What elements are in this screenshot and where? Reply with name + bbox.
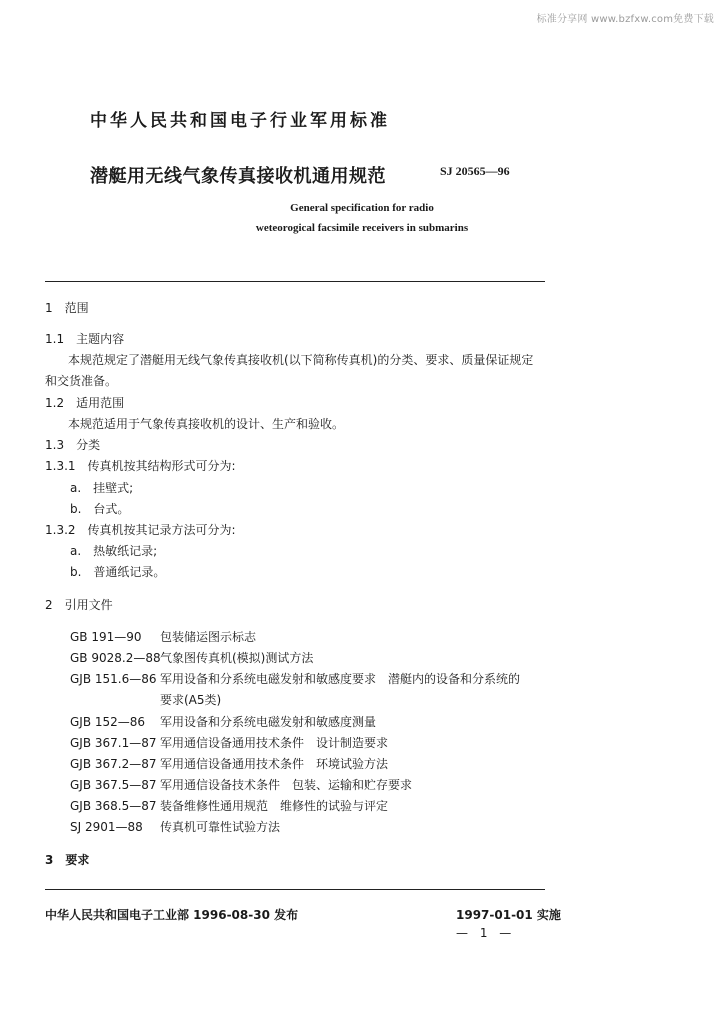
reference-title: 要求(A5类) [160, 693, 222, 707]
reference-title: 包装储运图示标志 [160, 630, 257, 644]
page-number: — 1 — [456, 926, 516, 940]
reference-code: GJB 151.6—86 [70, 672, 157, 686]
section-1-2-heading: 1.2 适用范围 [45, 396, 125, 410]
reference-title: 军用设备和分系统电磁发射和敏感度要求 潜艇内的设备和分系统的 [160, 672, 521, 686]
footer-divider [45, 889, 545, 890]
issue-date: 中华人民共和国电子工业部 1996-08-30 发布 [45, 908, 299, 922]
document-title-en-line2: weteorogical facsimile receivers in submarins [255, 222, 469, 234]
reference-code: GJB 367.2—87 [70, 757, 157, 771]
section-1-1-paragraph-line2: 和交货准备。 [45, 374, 118, 388]
reference-code: SJ 2901—88 [70, 820, 143, 834]
reference-title: 装备维修性通用规范 维修性的试验与评定 [160, 799, 389, 813]
reference-code: GJB 367.1—87 [70, 736, 157, 750]
section-3-heading: 3 要求 [45, 853, 90, 867]
document-title-cn: 潜艇用无线气象传真接收机通用规范 [90, 166, 386, 187]
section-1-1-paragraph-line1: 本规范规定了潜艇用无线气象传真接收机(以下简称传真机)的分类、要求、质量保证规定 [68, 353, 534, 367]
document-title-en-line1: General specification for radio [290, 202, 434, 214]
section-1-1-heading: 1.1 主题内容 [45, 332, 125, 346]
standard-class-heading: 中华人民共和国电子行业军用标准 [90, 111, 390, 131]
reference-title: 气象图传真机(模拟)测试方法 [160, 651, 314, 665]
reference-title: 军用通信设备通用技术条件 环境试验方法 [160, 757, 389, 771]
section-2-heading: 2 引用文件 [45, 598, 113, 612]
section-1-3-heading: 1.3 分类 [45, 438, 101, 452]
document-code: SJ 20565—96 [440, 164, 510, 178]
section-1-heading: 1 范围 [45, 301, 89, 315]
reference-title: 军用通信设备技术条件 包装、运输和贮存要求 [160, 778, 413, 792]
section-1-3-1-item-a: a. 挂壁式; [70, 481, 134, 495]
reference-code: GB 9028.2—88 [70, 651, 161, 665]
reference-code: GJB 152—86 [70, 715, 146, 729]
section-1-3-2-item-b: b. 普通纸记录。 [70, 565, 166, 579]
header-divider [45, 281, 545, 282]
reference-code: GB 191—90 [70, 630, 142, 644]
section-1-3-2-heading: 1.3.2 传真机按其记录方法可分为: [45, 523, 236, 537]
section-1-2-paragraph: 本规范适用于气象传真接收机的设计、生产和验收。 [68, 417, 345, 431]
section-1-3-1-heading: 1.3.1 传真机按其结构形式可分为: [45, 459, 236, 473]
effective-date: 1997-01-01 实施 [456, 908, 561, 922]
reference-title: 军用设备和分系统电磁发射和敏感度测量 [160, 715, 377, 729]
reference-code: GJB 368.5—87 [70, 799, 157, 813]
watermark-text: 标准分享网 www.bzfxw.com免费下载 [536, 14, 714, 25]
section-1-3-1-item-b: b. 台式。 [70, 502, 130, 516]
reference-code: GJB 367.5—87 [70, 778, 157, 792]
section-1-3-2-item-a: a. 热敏纸记录; [70, 544, 158, 558]
reference-title: 传真机可靠性试验方法 [160, 820, 281, 834]
reference-title: 军用通信设备通用技术条件 设计制造要求 [160, 736, 389, 750]
